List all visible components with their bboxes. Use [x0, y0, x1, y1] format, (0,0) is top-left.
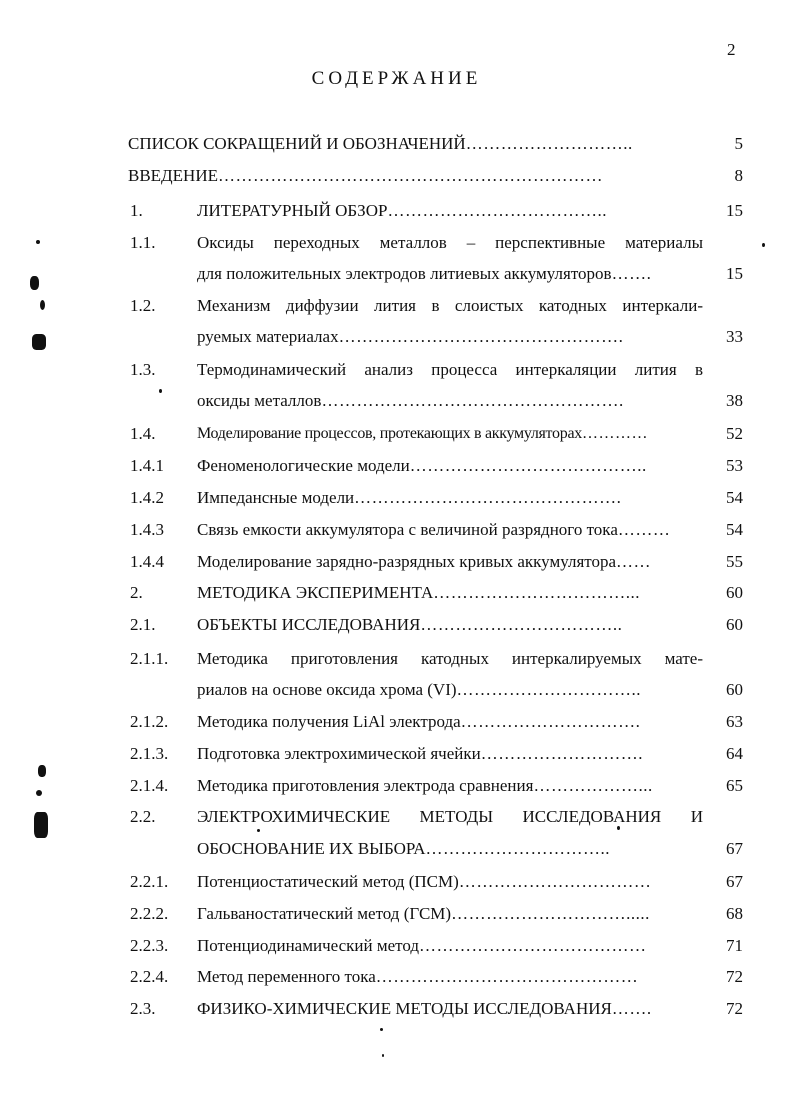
toc-entry-page: 63: [726, 712, 743, 731]
scan-speck: [159, 389, 162, 393]
toc-entry-page: 65: [726, 776, 743, 795]
toc-entry-page: 52: [726, 424, 743, 443]
toc-entry-page: 72: [726, 999, 743, 1018]
toc-entry-leader: …………………………………………….: [321, 391, 624, 410]
toc-entry-page: 64: [726, 744, 743, 763]
toc-entry-text-continued: риалов на основе оксида хрома (VI): [197, 680, 457, 699]
toc-entry-leader: ………………………………..: [387, 201, 607, 220]
toc-entry-leader: …………………………..: [456, 680, 642, 699]
scan-speck: [32, 334, 46, 350]
scan-speck: [382, 1054, 384, 1057]
page-title: СОДЕРЖАНИЕ: [311, 68, 482, 89]
toc-entry-text-continued: руемых материалах: [197, 327, 339, 346]
toc-entry-leader: …………………………………………………………: [217, 166, 603, 185]
toc-entry-page: 33: [726, 327, 743, 346]
toc-entry-text: ЭЛЕКТРОХИМИЧЕСКИЕ МЕТОДЫ ИССЛЕДОВАНИЯ И: [197, 807, 703, 826]
toc-entry-leader: …………………………………: [419, 936, 647, 955]
toc-entry-leader: …….: [611, 999, 652, 1018]
toc-entry-number: 2.2.1.: [130, 872, 169, 891]
toc-entry-text-continued: для положительных электродов литиевых аккумуляторов: [197, 264, 612, 283]
toc-entry-page: 68: [726, 904, 743, 923]
toc-entry-leader: ……: [616, 552, 652, 571]
toc-entry-page: 54: [726, 520, 743, 539]
toc-entry-number: 1.4.: [130, 424, 156, 443]
scan-speck: [40, 300, 45, 310]
toc-entry-leader: …….: [611, 264, 652, 283]
toc-entry-number: 1.: [130, 201, 143, 220]
scan-speck: [380, 1028, 383, 1031]
toc-entry-number: 1.1.: [130, 233, 156, 252]
scan-speck: [617, 826, 620, 830]
scan-speck: [257, 829, 260, 832]
toc-entry-number: 2.3.: [130, 999, 156, 1018]
toc-entry-number: 2.1.2.: [130, 712, 169, 731]
toc-entry-text: Феноменологические модели: [197, 456, 410, 475]
toc-entry-number: 2.1.4.: [130, 776, 169, 795]
toc-entry-leader: ……………………………...: [433, 583, 641, 602]
toc-entry-leader: …………………………..: [425, 839, 610, 858]
toc-entry-page: 15: [726, 264, 743, 283]
toc-entry-leader: ………………………..: [465, 134, 633, 153]
toc-entry-number: 2.2.2.: [130, 904, 169, 923]
toc-entry-number: 2.2.: [130, 807, 156, 826]
toc-entry-number: 2.2.3.: [130, 936, 169, 955]
toc-entry-text: Потенциостатический метод (ПСМ): [197, 872, 459, 891]
toc-entry-page: 38: [726, 391, 743, 410]
toc-entry-text: Импедансные модели: [197, 488, 355, 507]
toc-entry-page: 60: [726, 583, 743, 602]
toc-entry-text: Связь емкости аккумулятора с величиной разрядного тока: [197, 520, 618, 539]
toc-entry-page: 53: [726, 456, 743, 475]
toc-entry-page: 55: [726, 552, 743, 571]
toc-entry-text: ФИЗИКО-ХИМИЧЕСКИЕ МЕТОДЫ ИССЛЕДОВАНИЯ: [197, 999, 612, 1018]
toc-entry-page: 8: [734, 166, 743, 185]
toc-entry-text: ВВЕДЕНИЕ: [128, 166, 218, 185]
toc-entry-leader: ………: [617, 520, 671, 539]
toc-entry-leader: …………: [581, 425, 648, 442]
toc-entry-page: 15: [726, 201, 743, 220]
toc-entry-text-continued: оксиды металлов: [197, 391, 322, 410]
toc-entry-text: ЛИТЕРАТУРНЫЙ ОБЗОР: [197, 201, 388, 220]
toc-entry-text: Термодинамический анализ процесса интеркаляции лития в: [197, 360, 703, 379]
toc-entry-leader: ……………………………………….: [354, 488, 622, 507]
toc-entry-text: Оксиды переходных металлов – перспективные материалы: [197, 233, 703, 252]
toc-entry-number: 2.2.4.: [130, 967, 169, 986]
toc-entry-leader: ……………………….: [480, 744, 643, 763]
toc-entry-text: Моделирование зарядно-разрядных кривых аккумулятора: [197, 552, 617, 571]
toc-entry-number: 1.4.2: [130, 488, 164, 507]
toc-entry-number: 2.1.: [130, 615, 156, 634]
scan-speck: [36, 240, 40, 244]
toc-entry-leader: ………………………….....: [451, 904, 650, 923]
toc-entry-page: 71: [726, 936, 743, 955]
toc-entry-text: Метод переменного тока: [197, 967, 376, 986]
toc-entry-number: 2.: [130, 583, 143, 602]
toc-entry-leader: ………………...: [533, 776, 653, 795]
toc-entry-leader: …………………………………..: [409, 456, 647, 475]
toc-entry-text: Гальваностатический метод (ГСМ): [197, 904, 452, 923]
scan-speck: [762, 243, 765, 247]
toc-entry-number: 1.4.4: [130, 552, 164, 571]
toc-entry-page: 60: [726, 615, 743, 634]
toc-entry-leader: ………………………………………….: [338, 327, 624, 346]
toc-entry-text-continued: ОБОСНОВАНИЕ ИХ ВЫБОРА: [197, 839, 426, 858]
toc-entry-text: Моделирование процессов, протекающих в аккумуляторах: [197, 425, 582, 442]
toc-entry-text: Методика получения LiAl электрода: [197, 712, 461, 731]
toc-entry-leader: ………………………….: [460, 712, 641, 731]
toc-entry-text: Подготовка электрохимической ячейки: [197, 744, 481, 763]
toc-entry-text: Механизм диффузии лития в слоистых катодных интеркали-: [197, 296, 703, 315]
scan-speck: [30, 276, 39, 290]
toc-entry-page: 67: [726, 839, 743, 858]
scan-speck: [38, 765, 46, 777]
scan-speck: [34, 812, 48, 838]
toc-entry-page: 60: [726, 680, 743, 699]
toc-entry-text: Методика приготовления катодных интеркалируемых мате-: [197, 649, 703, 668]
toc-entry-number: 1.4.1: [130, 456, 164, 475]
toc-entry-page: 72: [726, 967, 743, 986]
scan-speck: [36, 790, 42, 796]
toc-entry-page: 54: [726, 488, 743, 507]
toc-entry-page: 67: [726, 872, 743, 891]
toc-entry-number: 2.1.3.: [130, 744, 169, 763]
toc-entry-number: 1.3.: [130, 360, 156, 379]
toc-entry-text: ОБЪЕКТЫ ИССЛЕДОВАНИЯ: [197, 615, 421, 634]
toc-entry-number: 2.1.1.: [130, 649, 169, 668]
toc-entry-text: Методика приготовления электрода сравнения: [197, 776, 534, 795]
toc-entry-text: СПИСОК СОКРАЩЕНИЙ И ОБОЗНАЧЕНИЙ: [128, 134, 466, 153]
toc-entry-text: МЕТОДИКА ЭКСПЕРИМЕНТА: [197, 583, 434, 602]
toc-entry-leader: ………………………………………: [375, 967, 639, 986]
toc-entry-leader: ……………………………: [458, 872, 652, 891]
toc-entry-text: Потенциодинамический метод: [197, 936, 420, 955]
toc-entry-page: 5: [734, 134, 743, 153]
toc-entry-leader: ……………………………..: [420, 615, 623, 634]
toc-entry-number: 1.2.: [130, 296, 156, 315]
page-number: 2: [727, 40, 736, 59]
toc-entry-number: 1.4.3: [130, 520, 164, 539]
